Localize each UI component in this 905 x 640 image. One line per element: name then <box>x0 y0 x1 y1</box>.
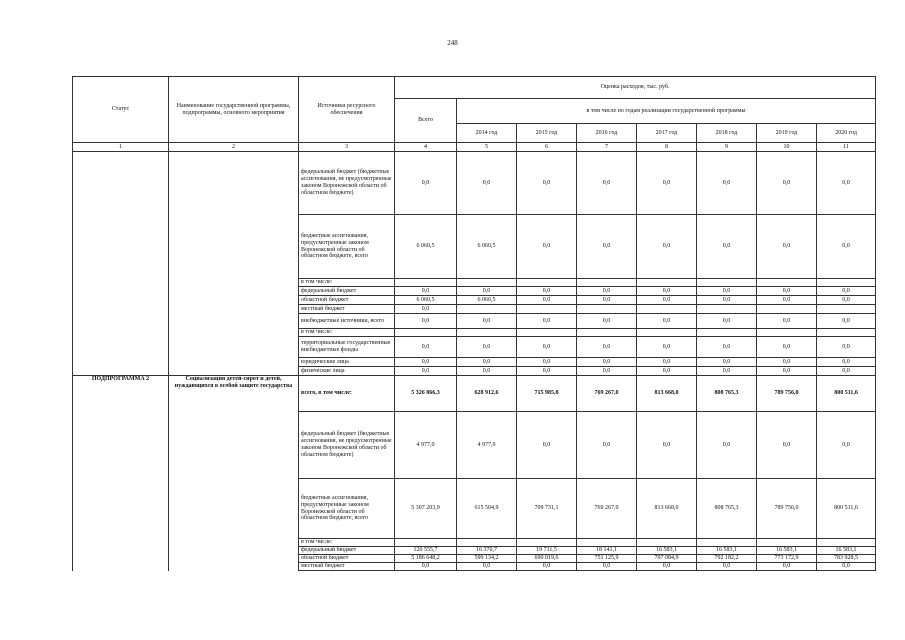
status-cell <box>73 152 169 376</box>
value-cell <box>637 305 697 314</box>
value-cell: 615 504,9 <box>457 479 517 539</box>
value-cell: 0,0 <box>577 563 637 571</box>
value-cell: 0,0 <box>395 152 457 215</box>
source-label: федеральный бюджет (бюджетные ассигнования, не предусмотренные законом Воронежской области об областном бюджете) <box>299 152 395 215</box>
value-cell: 5 326 866,3 <box>395 376 457 412</box>
value-cell: 0,0 <box>637 563 697 571</box>
value-cell: 0,0 <box>817 367 876 376</box>
value-cell: 628 912,6 <box>457 376 517 412</box>
value-cell <box>757 539 817 547</box>
value-cell: 0,0 <box>395 337 457 358</box>
value-cell: 0,0 <box>517 296 577 305</box>
value-cell <box>697 305 757 314</box>
value-cell: 0,0 <box>395 314 457 329</box>
value-cell: 0,0 <box>517 337 577 358</box>
value-cell: 0,0 <box>817 152 876 215</box>
value-cell: 0,0 <box>637 296 697 305</box>
value-cell: 0,0 <box>817 215 876 279</box>
value-cell: 0,0 <box>697 287 757 296</box>
value-cell: 5 307 203,9 <box>395 479 457 539</box>
value-cell: 0,0 <box>395 563 457 571</box>
value-cell: 6 060,5 <box>457 215 517 279</box>
source-label: бюджетные ассигнования, предусмотренные законом Воронежской области об областном бюджете, всего <box>299 215 395 279</box>
value-cell: 0,0 <box>517 152 577 215</box>
column-number: 3 <box>299 143 395 152</box>
value-cell: 19 711,5 <box>517 547 577 555</box>
budget-table <box>72 76 876 571</box>
value-cell: 0,0 <box>637 152 697 215</box>
year-header: 2017 год <box>637 124 697 143</box>
value-cell: 6 060,5 <box>457 296 517 305</box>
value-cell: 0,0 <box>817 287 876 296</box>
value-cell: 0,0 <box>817 314 876 329</box>
value-cell: 800 511,6 <box>817 479 876 539</box>
value-cell <box>395 279 457 287</box>
value-cell: 16 583,1 <box>637 547 697 555</box>
value-cell: 0,0 <box>395 358 457 367</box>
subprogram-status: ПОДПРОГРАММА 2 <box>73 376 169 571</box>
value-cell: 792 182,2 <box>697 555 757 563</box>
subprogram-name: Социализация детей-сирот и детей, нуждающихся в особой защите государства <box>169 376 299 571</box>
value-cell: 0,0 <box>457 314 517 329</box>
value-cell <box>637 279 697 287</box>
source-label: местный бюджет <box>299 563 395 571</box>
value-cell: 808 765,3 <box>697 479 757 539</box>
value-cell: 4 977,0 <box>457 412 517 479</box>
source-label: юридические лица <box>299 358 395 367</box>
page-number: 248 <box>447 39 458 47</box>
value-cell: 0,0 <box>637 412 697 479</box>
header-by-years: в том числе по годам реализации государственной программы <box>457 99 876 124</box>
value-cell: 769 267,0 <box>577 479 637 539</box>
source-label: федеральный бюджет <box>299 287 395 296</box>
value-cell: 0,0 <box>395 367 457 376</box>
value-cell <box>577 539 637 547</box>
value-cell: 16 370,7 <box>457 547 517 555</box>
value-cell: 783 928,5 <box>817 555 876 563</box>
value-cell: 0,0 <box>817 296 876 305</box>
source-label: территориальные государственные внебюджетные фонды <box>299 337 395 358</box>
column-number: 7 <box>577 143 637 152</box>
value-cell: 0,0 <box>517 412 577 479</box>
value-cell: 4 977,0 <box>395 412 457 479</box>
value-cell <box>757 329 817 337</box>
value-cell <box>697 329 757 337</box>
column-number: 1 <box>73 143 169 152</box>
value-cell <box>817 539 876 547</box>
value-cell <box>577 305 637 314</box>
source-label: областной бюджет <box>299 555 395 563</box>
header-total: Всего <box>395 99 457 143</box>
value-cell: 0,0 <box>577 337 637 358</box>
year-header: 2018 год <box>697 124 757 143</box>
source-label: внебюджетные источники, всего <box>299 314 395 329</box>
value-cell: 0,0 <box>817 412 876 479</box>
value-cell <box>457 539 517 547</box>
value-cell: 0,0 <box>395 287 457 296</box>
value-cell: 5 186 648,2 <box>395 555 457 563</box>
value-cell: 0,0 <box>637 287 697 296</box>
year-header: 2019 год <box>757 124 817 143</box>
value-cell <box>817 279 876 287</box>
column-number: 6 <box>517 143 577 152</box>
value-cell <box>395 329 457 337</box>
value-cell: 0,0 <box>697 358 757 367</box>
value-cell: 0,0 <box>817 358 876 367</box>
value-cell: 0,0 <box>757 563 817 571</box>
value-cell: 789 756,0 <box>757 479 817 539</box>
value-cell: 0,0 <box>757 367 817 376</box>
source-label: в том числе: <box>299 279 395 287</box>
value-cell <box>637 539 697 547</box>
value-cell <box>697 539 757 547</box>
value-cell <box>517 539 577 547</box>
value-cell: 6 060,5 <box>395 296 457 305</box>
value-cell: 0,0 <box>517 287 577 296</box>
value-cell: 0,0 <box>457 358 517 367</box>
column-number: 11 <box>817 143 876 152</box>
value-cell: 715 985,8 <box>517 376 577 412</box>
value-cell: 0,0 <box>697 152 757 215</box>
value-cell: 0,0 <box>757 287 817 296</box>
value-cell <box>457 329 517 337</box>
header-status: Статус <box>73 77 169 143</box>
value-cell: 0,0 <box>697 215 757 279</box>
value-cell: 0,0 <box>637 314 697 329</box>
value-cell <box>517 305 577 314</box>
value-cell <box>817 305 876 314</box>
value-cell: 0,0 <box>577 314 637 329</box>
value-cell: 0,0 <box>697 367 757 376</box>
source-label: местный бюджет <box>299 305 395 314</box>
value-cell: 0,0 <box>637 358 697 367</box>
value-cell: 0,0 <box>637 367 697 376</box>
column-number: 8 <box>637 143 697 152</box>
value-cell: 0,0 <box>757 296 817 305</box>
column-number: 2 <box>169 143 299 152</box>
value-cell: 16 583,1 <box>817 547 876 555</box>
value-cell: 0,0 <box>457 367 517 376</box>
value-cell: 6 060,5 <box>395 215 457 279</box>
source-label: всего, в том числе: <box>299 376 395 412</box>
source-label: областной бюджет <box>299 296 395 305</box>
table-row <box>73 152 876 215</box>
value-cell: 789 756,0 <box>757 376 817 412</box>
value-cell: 0,0 <box>577 215 637 279</box>
value-cell: 0,0 <box>577 287 637 296</box>
value-cell <box>637 329 697 337</box>
value-cell: 0,0 <box>637 215 697 279</box>
header-sources: Источники ресурсного обеспечения <box>299 77 395 143</box>
value-cell: 0,0 <box>697 412 757 479</box>
value-cell: 0,0 <box>577 152 637 215</box>
year-header: 2015 год <box>517 124 577 143</box>
value-cell <box>817 329 876 337</box>
value-cell: 0,0 <box>457 563 517 571</box>
value-cell <box>457 279 517 287</box>
value-cell: 18 141,1 <box>577 547 637 555</box>
source-label: федеральный бюджет (бюджетные ассигнования, не предусмотренные законом Воронежской области об областном бюджете) <box>299 412 395 479</box>
column-number: 9 <box>697 143 757 152</box>
year-header: 2020 год <box>817 124 876 143</box>
source-label: физические лица <box>299 367 395 376</box>
value-cell <box>577 279 637 287</box>
value-cell: 0,0 <box>637 337 697 358</box>
source-label: в том числе: <box>299 539 395 547</box>
value-cell: 773 172,9 <box>757 555 817 563</box>
value-cell: 808 765,3 <box>697 376 757 412</box>
value-cell: 0,0 <box>457 152 517 215</box>
value-cell: 797 084,9 <box>637 555 697 563</box>
value-cell: 120 555,7 <box>395 547 457 555</box>
value-cell <box>577 329 637 337</box>
column-number: 4 <box>395 143 457 152</box>
value-cell: 0,0 <box>577 367 637 376</box>
header-estimate: Оценка расходов, тыс. руб. <box>395 77 876 99</box>
value-cell: 0,0 <box>457 337 517 358</box>
source-label: федеральный бюджет <box>299 547 395 555</box>
value-cell <box>757 305 817 314</box>
value-cell: 0,0 <box>697 563 757 571</box>
source-label: бюджетные ассигнования, предусмотренные законом Воронежской области об областном бюджете, всего <box>299 479 395 539</box>
value-cell: 0,0 <box>757 314 817 329</box>
value-cell: 0,0 <box>577 296 637 305</box>
value-cell <box>457 305 517 314</box>
value-cell: 0,0 <box>757 215 817 279</box>
value-cell: 751 125,9 <box>577 555 637 563</box>
value-cell: 0,0 <box>757 152 817 215</box>
source-label: в том числе: <box>299 329 395 337</box>
column-number: 5 <box>457 143 517 152</box>
value-cell: 0,0 <box>757 358 817 367</box>
value-cell: 709 731,1 <box>517 479 577 539</box>
value-cell: 813 668,0 <box>637 376 697 412</box>
value-cell: 0,0 <box>697 314 757 329</box>
value-cell: 0,0 <box>517 358 577 367</box>
value-cell: 690 019,6 <box>517 555 577 563</box>
subprogram-total-row <box>73 376 876 412</box>
value-cell: 0,0 <box>457 287 517 296</box>
value-cell: 0,0 <box>517 314 577 329</box>
value-cell: 16 583,1 <box>757 547 817 555</box>
value-cell: 0,0 <box>517 563 577 571</box>
value-cell: 769 267,0 <box>577 376 637 412</box>
value-cell: 16 583,1 <box>697 547 757 555</box>
year-header: 2016 год <box>577 124 637 143</box>
value-cell: 0,0 <box>517 367 577 376</box>
value-cell: 800 511,6 <box>817 376 876 412</box>
name-cell <box>169 152 299 376</box>
year-header: 2014 год <box>457 124 517 143</box>
value-cell: 0,0 <box>577 358 637 367</box>
header-name: Наименование государственной программы, подпрограммы, основного мероприятия <box>169 77 299 143</box>
value-cell <box>757 279 817 287</box>
value-cell: 0,0 <box>817 337 876 358</box>
value-cell: 0,0 <box>697 296 757 305</box>
value-cell <box>517 279 577 287</box>
value-cell <box>517 329 577 337</box>
value-cell: 0,0 <box>757 412 817 479</box>
value-cell: 599 134,2 <box>457 555 517 563</box>
value-cell: 813 668,0 <box>637 479 697 539</box>
column-number: 10 <box>757 143 817 152</box>
value-cell: 0,0 <box>697 337 757 358</box>
value-cell <box>697 279 757 287</box>
value-cell: 0,0 <box>757 337 817 358</box>
value-cell: 0,0 <box>817 563 876 571</box>
value-cell: 0,0 <box>395 305 457 314</box>
value-cell: 0,0 <box>517 215 577 279</box>
value-cell <box>395 539 457 547</box>
value-cell: 0,0 <box>577 412 637 479</box>
